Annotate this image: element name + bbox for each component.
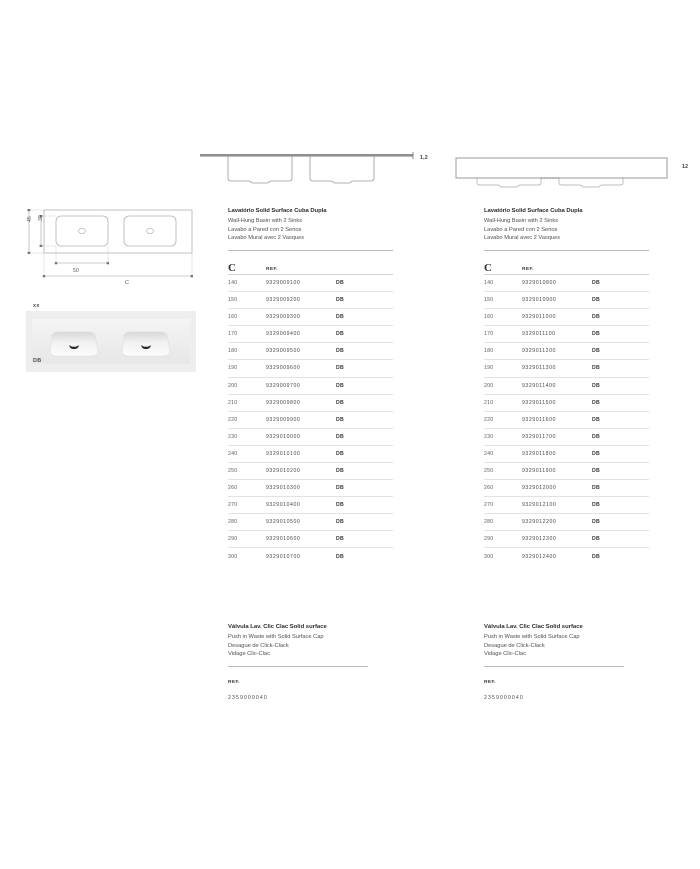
table-row[interactable] — [228, 445, 393, 462]
product-title: Lavatório Solid Surface Cuba Dupla — [228, 208, 327, 214]
cell-size: 160 — [228, 314, 238, 321]
cell-finish: DB — [592, 280, 601, 287]
cell-finish: DB — [336, 416, 345, 423]
plan-bowl-depth-label: 30 — [38, 215, 44, 221]
cell-ref: 9329012000 — [522, 485, 557, 492]
cell-ref: 9329010300 — [266, 485, 301, 492]
valve-subtitle-fr: Vidage Clic-Clac — [228, 651, 270, 658]
cell-finish: DB — [592, 450, 601, 457]
cell-size: 230 — [228, 433, 238, 440]
table-row[interactable] — [228, 325, 393, 342]
product-subtitle-en: Wall-Hung Basin with 2 Sinks — [484, 218, 559, 225]
cell-finish: DB — [336, 433, 345, 440]
cell-ref: 9329009500 — [266, 348, 301, 355]
cell-ref: 9329009700 — [266, 382, 301, 389]
cell-ref: 9329010000 — [266, 433, 301, 440]
cell-finish: DB — [592, 519, 601, 526]
table-row[interactable] — [228, 496, 393, 513]
table-row[interactable] — [228, 291, 393, 308]
cell-finish: DB — [592, 502, 601, 509]
cell-size: 230 — [484, 433, 494, 440]
section-right-thickness-label: 12 — [682, 164, 689, 170]
product-subtitle-es: Lavabo a Pared con 2 Senos — [484, 226, 558, 233]
table-row[interactable] — [228, 274, 393, 291]
valve-divider — [484, 666, 624, 667]
cell-size: 140 — [484, 280, 494, 287]
cell-ref: 9329009900 — [266, 416, 301, 423]
cross-section-thick-slab-drawing — [455, 155, 670, 195]
table-row[interactable] — [484, 462, 649, 479]
cell-ref: 9329009100 — [266, 280, 301, 287]
valve-ref-value[interactable]: 2359000040 — [484, 694, 524, 701]
product-column-left — [228, 208, 393, 565]
cell-size: 240 — [484, 450, 494, 457]
cell-ref: 9329011500 — [522, 399, 556, 406]
cell-finish: DB — [336, 280, 345, 287]
cell-ref: 9329010200 — [266, 468, 301, 475]
table-row[interactable] — [228, 359, 393, 376]
valve-subtitle-es: Desague de Click-Clack — [228, 642, 289, 649]
table-row[interactable] — [484, 325, 649, 342]
cell-ref: 9329010800 — [522, 280, 557, 287]
cell-finish: DB — [592, 365, 601, 372]
product-column-right — [484, 208, 649, 565]
table-row[interactable] — [484, 308, 649, 325]
valve-title: Válvula Lav. Clic Clac Solid surface — [484, 624, 583, 630]
cell-size: 280 — [484, 519, 494, 526]
table-row[interactable] — [484, 479, 649, 496]
cell-finish: DB — [336, 399, 345, 406]
cell-finish: DB — [592, 468, 601, 475]
cell-finish: DB — [592, 553, 601, 560]
cell-finish: DB — [592, 297, 601, 304]
table-row[interactable] — [484, 394, 649, 411]
column-header-ref: REF. — [266, 267, 278, 273]
cell-size: 150 — [484, 297, 494, 304]
table-row[interactable] — [484, 342, 649, 359]
cell-size: 250 — [484, 468, 494, 475]
cell-size: 200 — [484, 382, 494, 389]
cell-size: 220 — [228, 416, 238, 423]
cell-size: 190 — [484, 365, 494, 372]
cell-size: 290 — [228, 536, 238, 543]
cell-finish: DB — [336, 348, 345, 355]
cell-finish: DB — [592, 485, 601, 492]
table-row[interactable] — [228, 411, 393, 428]
valve-subtitle-en: Push in Waste with Solid Surface Cap — [228, 634, 324, 641]
cell-ref: 9329010500 — [266, 519, 301, 526]
table-row[interactable] — [228, 377, 393, 394]
cell-size: 260 — [228, 485, 238, 492]
cell-size: 180 — [228, 348, 238, 355]
cell-ref: 9329011100 — [522, 331, 556, 338]
cell-ref: 9329012200 — [522, 519, 557, 526]
cell-size: 200 — [228, 382, 238, 389]
table-row[interactable] — [228, 342, 393, 359]
cell-finish: DB — [592, 536, 601, 543]
cell-ref: 9329011000 — [522, 314, 556, 321]
cell-size: 170 — [228, 331, 238, 338]
table-header — [228, 251, 393, 274]
reference-table-right — [484, 274, 649, 565]
valve-subtitle-fr: Vidage Clic-Clac — [484, 651, 526, 658]
cell-finish: DB — [336, 331, 345, 338]
cell-finish: DB — [336, 468, 345, 475]
table-header — [484, 251, 649, 274]
cell-finish: DB — [336, 553, 345, 560]
table-row[interactable] — [484, 445, 649, 462]
valve-subtitle-en: Push in Waste with Solid Surface Cap — [484, 634, 580, 641]
table-row[interactable] — [484, 530, 649, 547]
cell-size: 300 — [484, 553, 494, 560]
table-row[interactable] — [484, 496, 649, 513]
reference-table-left — [228, 274, 393, 565]
plan-overall-width-label: C — [125, 280, 130, 286]
table-row[interactable] — [484, 377, 649, 394]
valve-ref-value[interactable]: 2359000040 — [228, 694, 268, 701]
cell-ref: 9329009600 — [266, 365, 301, 372]
section-left-thickness-label: 1,2 — [420, 155, 428, 161]
table-row[interactable] — [484, 547, 649, 564]
table-row[interactable] — [228, 513, 393, 530]
table-row[interactable] — [228, 462, 393, 479]
valve-title: Válvula Lav. Clic Clac Solid surface — [228, 624, 327, 630]
cell-finish: DB — [336, 450, 345, 457]
cell-finish: DB — [336, 485, 345, 492]
table-row[interactable] — [484, 513, 649, 530]
product-photo-swatch — [26, 311, 196, 372]
cell-ref: 9329011400 — [522, 382, 556, 389]
cell-ref: 9329010700 — [266, 553, 301, 560]
cell-ref: 9329009300 — [266, 314, 301, 321]
cell-finish: DB — [336, 519, 345, 526]
cell-size: 170 — [484, 331, 494, 338]
cell-ref: 9329011600 — [522, 416, 556, 423]
cell-ref: 9329009400 — [266, 331, 301, 338]
product-subtitle-en: Wall-Hung Basin with 2 Sinks — [228, 218, 303, 225]
table-row[interactable] — [484, 359, 649, 376]
product-title: Lavatório Solid Surface Cuba Dupla — [484, 208, 583, 214]
cell-size: 190 — [228, 365, 238, 372]
product-subtitle-fr: Lavabo Mural avec 2 Vasques — [228, 235, 305, 242]
swatch-finish-label: DB — [33, 358, 42, 364]
cross-section-thin-rim-drawing — [200, 150, 415, 195]
product-subtitle-es: Lavabo a Pared con 2 Senos — [228, 226, 302, 233]
cell-ref: 9329010600 — [266, 536, 301, 543]
cell-size: 270 — [228, 502, 238, 509]
table-row[interactable] — [484, 274, 649, 291]
cell-size: 240 — [228, 450, 238, 457]
cell-size: 180 — [484, 348, 494, 355]
table-row[interactable] — [228, 428, 393, 445]
plan-bowl-width-label: 50 — [73, 268, 79, 274]
cell-size: 160 — [484, 314, 494, 321]
cell-size: 270 — [484, 502, 494, 509]
plan-overall-depth-label: 45 — [27, 216, 33, 222]
cell-finish: DB — [592, 416, 601, 423]
cell-finish: DB — [592, 433, 601, 440]
cell-ref: 9329011300 — [522, 365, 556, 372]
cell-size: 210 — [228, 399, 238, 406]
table-row[interactable] — [484, 411, 649, 428]
cell-finish: DB — [592, 399, 601, 406]
cell-ref: 9329011800 — [522, 450, 556, 457]
valve-ref-header: REF. — [484, 679, 496, 685]
cell-ref: 9329009800 — [266, 399, 301, 406]
valve-block-right — [484, 624, 624, 701]
cell-finish: DB — [336, 314, 345, 321]
plan-view-drawing — [20, 200, 195, 290]
cell-ref: 9329012300 — [522, 536, 557, 543]
cell-ref: 9329010900 — [522, 297, 557, 304]
cell-ref: 9329011700 — [522, 433, 556, 440]
valve-divider — [228, 666, 368, 667]
column-header-ref: REF. — [522, 267, 534, 273]
table-row[interactable] — [484, 428, 649, 445]
table-row[interactable] — [484, 291, 649, 308]
cell-ref: 9329010100 — [266, 450, 301, 457]
cell-finish: DB — [336, 502, 345, 509]
product-subtitle-fr: Lavabo Mural avec 2 Vasques — [484, 235, 561, 242]
cell-size: 210 — [484, 399, 494, 406]
table-row[interactable] — [228, 547, 393, 564]
column-header-size: C — [228, 261, 236, 274]
table-row[interactable] — [228, 394, 393, 411]
valve-subtitle-es: Desague de Click-Clack — [484, 642, 545, 649]
cell-finish: DB — [592, 382, 601, 389]
swatch-top-label: xx — [33, 303, 40, 309]
cell-ref: 9329012400 — [522, 553, 557, 560]
cell-size: 290 — [484, 536, 494, 543]
cell-size: 140 — [228, 280, 238, 287]
table-row[interactable] — [228, 308, 393, 325]
cell-size: 300 — [228, 553, 238, 560]
valve-ref-header: REF. — [228, 679, 240, 685]
cell-ref: 9329010400 — [266, 502, 301, 509]
cell-size: 150 — [228, 297, 238, 304]
table-row[interactable] — [228, 530, 393, 547]
cell-ref: 9329011900 — [522, 468, 556, 475]
cell-size: 250 — [228, 468, 238, 475]
cell-finish: DB — [592, 348, 601, 355]
cell-size: 260 — [484, 485, 494, 492]
cell-finish: DB — [336, 382, 345, 389]
cell-finish: DB — [336, 297, 345, 304]
cell-ref: 9329009200 — [266, 297, 301, 304]
table-row[interactable] — [228, 479, 393, 496]
column-header-size: C — [484, 261, 492, 274]
cell-finish: DB — [336, 365, 345, 372]
cell-finish: DB — [592, 314, 601, 321]
cell-finish: DB — [336, 536, 345, 543]
cell-size: 280 — [228, 519, 238, 526]
cell-ref: 9329012100 — [522, 502, 557, 509]
cell-ref: 9329011200 — [522, 348, 556, 355]
cell-size: 220 — [484, 416, 494, 423]
valve-block-left — [228, 624, 368, 701]
cell-finish: DB — [592, 331, 601, 338]
